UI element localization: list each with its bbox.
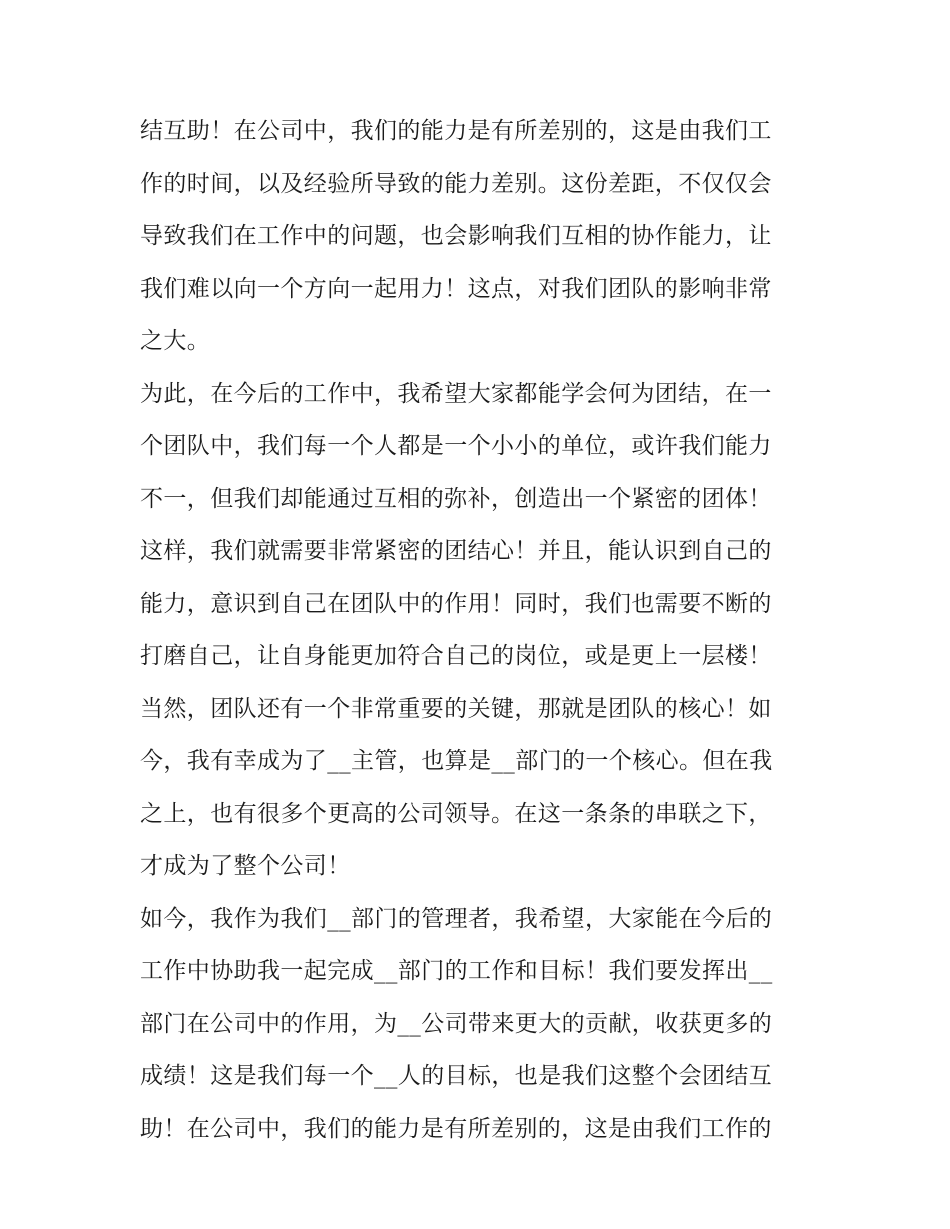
text-line: 今，我有幸成为了__主管，也算是__部门的一个核心。但在我 xyxy=(140,748,773,774)
text-line: 之上，也有很多个更高的公司领导。在这一条条的串联之下， xyxy=(140,800,772,827)
text-line: 不一，但我们却能通过互相的弥补，创造出一个紧密的团体！ xyxy=(140,485,772,512)
text-line: 导致我们在工作中的问题，也会影响我们互相的协作能力，让 xyxy=(140,223,772,249)
text-line: 当然，团队还有一个非常重要的关键，那就是团队的核心！如 xyxy=(140,695,772,722)
text-line: 个团队中，我们每一个人都是一个小小的单位，或许我们能力 xyxy=(140,433,772,459)
text-line: 打磨自己，让自身能更加符合自己的岗位，或是更上一层楼！ xyxy=(140,643,772,669)
text-line: 这样，我们就需要非常紧密的团结心！并且，能认识到自己的 xyxy=(140,538,772,564)
body-text xyxy=(140,105,812,1155)
text-line: 结互助！在公司中，我们的能力是有所差别的，这是由我们工 xyxy=(140,118,772,144)
text-line: 部门在公司中的作用，为__公司带来更大的贡献，收获更多的 xyxy=(140,1010,773,1037)
text-line: 才成为了整个公司！ xyxy=(140,853,351,879)
text-line: 为此，在今后的工作中，我希望大家都能学会何为团结，在一 xyxy=(140,380,772,407)
text-line: 工作中协助我一起完成__部门的工作和目标！我们要发挥出__ xyxy=(140,958,773,984)
text-line: 之大。 xyxy=(140,328,211,354)
text-line: 作的时间，以及经验所导致的能力差别。这份差距，不仅仅会 xyxy=(140,170,772,197)
text-line: 能力，意识到自己在团队中的作用！同时，我们也需要不断的 xyxy=(140,590,772,617)
text-line: 助！在公司中，我们的能力是有所差别的，这是由我们工作的 xyxy=(140,1115,772,1142)
text-line: 成绩！这是我们每一个__人的目标，也是我们这整个会团结互 xyxy=(140,1063,773,1089)
text-line: 我们难以向一个方向一起用力！这点，对我们团队的影响非常 xyxy=(140,275,772,302)
text-line: 如今，我作为我们__部门的管理者，我希望，大家能在今后的 xyxy=(140,905,773,932)
